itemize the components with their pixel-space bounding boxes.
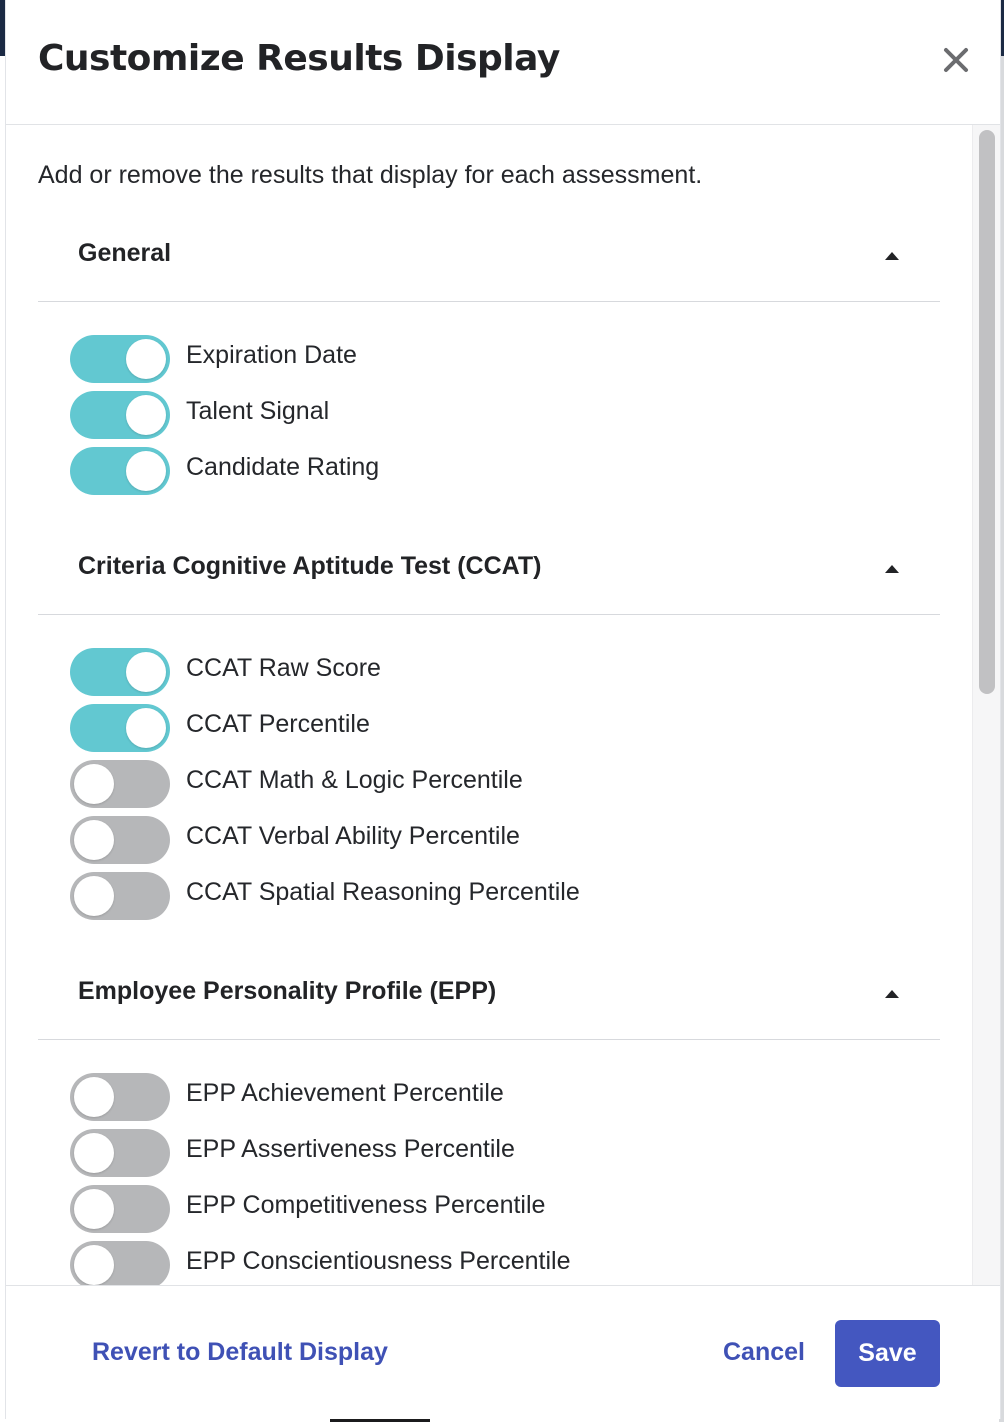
toggle-knob bbox=[126, 395, 166, 435]
modal-header bbox=[6, 0, 1000, 125]
section-general bbox=[38, 221, 940, 503]
toggle-switch[interactable] bbox=[70, 816, 170, 864]
cancel-button[interactable]: Cancel bbox=[723, 1338, 805, 1366]
toggle-knob bbox=[74, 1077, 114, 1117]
toggle-row-expiration-date bbox=[38, 335, 940, 391]
toggle-switch[interactable] bbox=[70, 1129, 170, 1177]
section-title: Criteria Cognitive Aptitude Test (CCAT) bbox=[78, 552, 542, 580]
toggle-row-epp-conscientiousness bbox=[38, 1241, 940, 1285]
modal-footer bbox=[6, 1285, 1000, 1419]
toggle-switch[interactable] bbox=[70, 335, 170, 383]
toggle-label: EPP Conscientiousness Percentile bbox=[186, 1247, 571, 1275]
toggle-label: EPP Competitiveness Percentile bbox=[186, 1191, 546, 1219]
toggle-label: Candidate Rating bbox=[186, 453, 380, 481]
scrollbar-thumb[interactable] bbox=[979, 130, 995, 694]
toggle-label: CCAT Spatial Reasoning Percentile bbox=[186, 878, 580, 906]
close-button[interactable] bbox=[936, 40, 976, 80]
toggle-list bbox=[38, 302, 940, 503]
section-title: General bbox=[78, 239, 172, 267]
caret-up-icon bbox=[883, 988, 901, 1000]
section-epp bbox=[38, 959, 940, 1285]
toggle-label: CCAT Percentile bbox=[186, 710, 370, 738]
toggle-knob bbox=[126, 339, 166, 379]
toggle-list bbox=[38, 615, 940, 928]
customize-results-modal bbox=[5, 0, 1001, 1419]
caret-up-icon bbox=[883, 250, 901, 262]
toggle-knob bbox=[126, 451, 166, 491]
revert-default-link[interactable]: Revert to Default Display bbox=[92, 1338, 388, 1366]
toggle-row-epp-achievement bbox=[38, 1073, 940, 1129]
toggle-switch[interactable] bbox=[70, 760, 170, 808]
toggle-row-ccat-math-logic bbox=[38, 760, 940, 816]
toggle-switch[interactable] bbox=[70, 872, 170, 920]
toggle-row-ccat-verbal-ability bbox=[38, 816, 940, 872]
toggle-label: CCAT Verbal Ability Percentile bbox=[186, 822, 520, 850]
toggle-switch[interactable] bbox=[70, 391, 170, 439]
section-header-epp[interactable] bbox=[38, 959, 940, 1040]
caret-up-icon bbox=[883, 563, 901, 575]
section-title: Employee Personality Profile (EPP) bbox=[78, 977, 497, 1005]
toggle-switch[interactable] bbox=[70, 704, 170, 752]
toggle-label: CCAT Math & Logic Percentile bbox=[186, 766, 523, 794]
toggle-row-candidate-rating bbox=[38, 447, 940, 503]
toggle-label: EPP Assertiveness Percentile bbox=[186, 1135, 515, 1163]
toggle-knob bbox=[74, 820, 114, 860]
toggle-row-ccat-percentile bbox=[38, 704, 940, 760]
toggle-knob bbox=[74, 1133, 114, 1173]
toggle-label: Talent Signal bbox=[186, 397, 330, 425]
toggle-label: CCAT Raw Score bbox=[186, 654, 381, 682]
toggle-row-talent-signal bbox=[38, 391, 940, 447]
save-button[interactable]: Save bbox=[835, 1320, 940, 1387]
toggle-knob bbox=[74, 764, 114, 804]
section-ccat bbox=[38, 534, 940, 928]
section-header-ccat[interactable] bbox=[38, 534, 940, 615]
toggle-switch[interactable] bbox=[70, 1185, 170, 1233]
toggle-switch[interactable] bbox=[70, 1241, 170, 1285]
toggle-row-epp-competitiveness bbox=[38, 1185, 940, 1241]
toggle-switch[interactable] bbox=[70, 648, 170, 696]
toggle-row-ccat-spatial-reasoning bbox=[38, 872, 940, 928]
toggle-row-epp-assertiveness bbox=[38, 1129, 940, 1185]
toggle-switch[interactable] bbox=[70, 447, 170, 495]
toggle-list bbox=[38, 1040, 940, 1285]
section-header-general[interactable] bbox=[38, 221, 940, 302]
toggle-label: EPP Achievement Percentile bbox=[186, 1079, 504, 1107]
toggle-row-ccat-raw-score bbox=[38, 648, 940, 704]
modal-body bbox=[6, 125, 1000, 1285]
toggle-knob bbox=[74, 1245, 114, 1285]
toggle-knob bbox=[74, 876, 114, 916]
modal-description: Add or remove the results that display for each assessment. bbox=[38, 161, 703, 189]
toggle-switch[interactable] bbox=[70, 1073, 170, 1121]
close-icon bbox=[936, 40, 976, 80]
toggle-knob bbox=[126, 652, 166, 692]
modal-title: Customize Results Display bbox=[38, 38, 560, 79]
toggle-label: Expiration Date bbox=[186, 341, 357, 369]
toggle-knob bbox=[126, 708, 166, 748]
toggle-knob bbox=[74, 1189, 114, 1229]
